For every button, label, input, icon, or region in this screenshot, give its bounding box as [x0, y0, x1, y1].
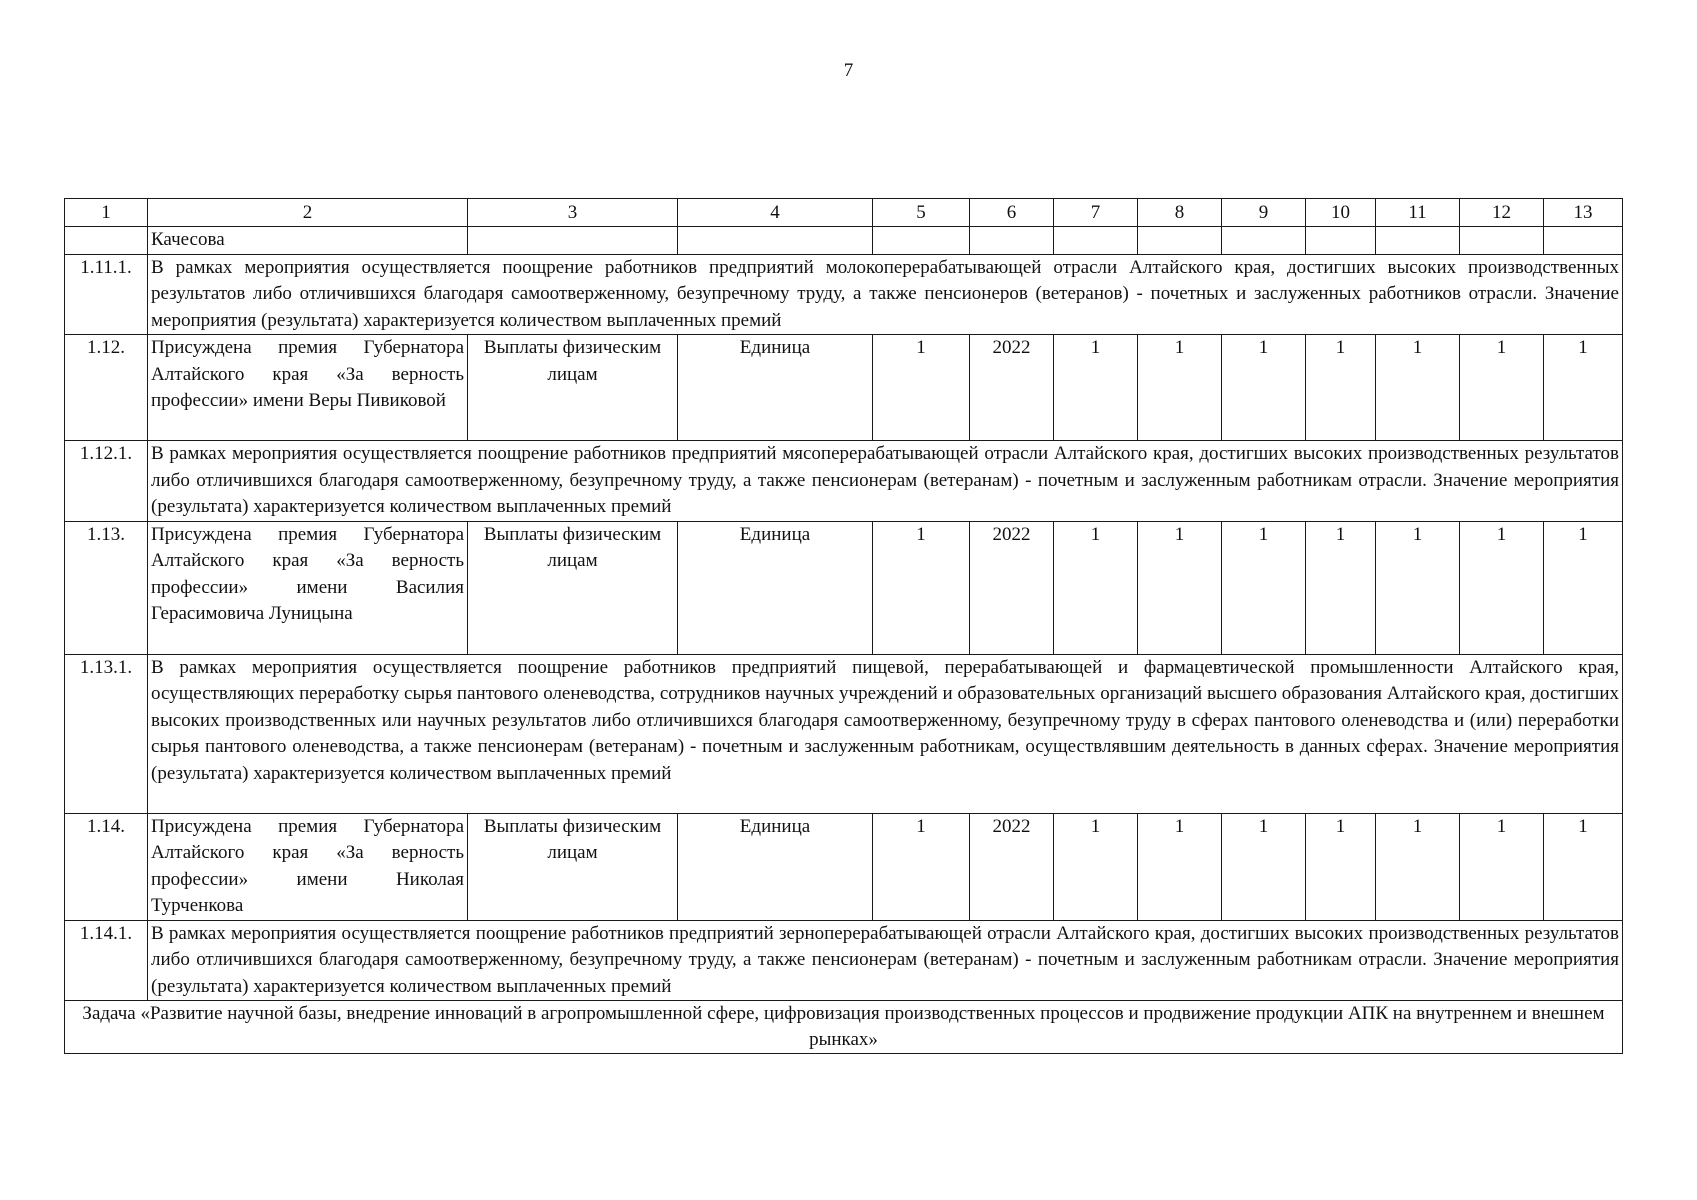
value-cell: 1 — [1222, 813, 1306, 920]
description-text: В рамках мероприятия осуществляется поощрение работников предприятий мясоперерабатывающей отрасли Алтайского края, достигших высоких производственных результатов либо отличившихся благодаря самоотверженному, безупречному труду, а также пенсионерам (ветеранам) - почетным и заслуженным работникам отрасли. Значение мероприятия (результата) характеризуется количеством выплаченных премий — [148, 441, 1623, 522]
value-cell: 1 — [1222, 335, 1306, 441]
column-number: 3 — [468, 199, 678, 227]
row-number: 1.11.1. — [65, 254, 148, 335]
result-type: Выплаты физическим лицам — [468, 813, 678, 920]
row-number: 1.12.1. — [65, 441, 148, 522]
description-text: В рамках мероприятия осуществляется поощрение работников предприятий молокоперерабатывающей отрасли Алтайского края, достигших высоких производственных результатов либо отличившихся благодаря самоотверженному, безупречному труду, а также пенсионеров (ветеранов) - почетных и заслуженных работников отрасли. Значение мероприятия (результата) характеризуется количеством выплаченных премий — [148, 254, 1623, 335]
value-cell: 1 — [1544, 335, 1623, 441]
value-cell: 1 — [873, 521, 970, 654]
continuation-row — [65, 227, 1623, 255]
value-cell: 1 — [1222, 521, 1306, 654]
unit: Единица — [678, 521, 873, 654]
empty-cell — [1306, 227, 1376, 255]
column-number: 11 — [1376, 199, 1460, 227]
empty-cell — [970, 227, 1054, 255]
value-cell: 1 — [1460, 521, 1544, 654]
page-number: 7 — [843, 60, 854, 81]
description-row — [65, 254, 1623, 335]
column-number: 10 — [1306, 199, 1376, 227]
description-text: В рамках мероприятия осуществляется поощрение работников предприятий пищевой, перерабатывающей и фармацевтической промышленности Алтайского края, осуществляющих переработку сырья пантового оленеводства, сотрудников научных учреждений и образовательных организаций высшего образования Алтайского края, достигших высоких производственных или научных результатов либо отличившихся благодаря самоотверженному, безупречному труду в сферах пантового оленеводства и (или) переработки сырья пантового оленеводства, а также пенсионерам (ветеранам) - почетным и заслуженным работникам, осуществлявшим деятельность в данных сферах. Значение мероприятия (результата) характеризуется количеством выплаченных премий — [148, 654, 1623, 813]
column-number: 9 — [1222, 199, 1306, 227]
empty-cell — [1138, 227, 1222, 255]
year-cell: 2022 — [970, 521, 1054, 654]
column-number: 8 — [1138, 199, 1222, 227]
value-cell: 1 — [873, 813, 970, 920]
empty-cell — [873, 227, 970, 255]
column-number: 2 — [148, 199, 468, 227]
value-cell: 1 — [1138, 521, 1222, 654]
row-number: 1.12. — [65, 335, 148, 441]
column-number: 13 — [1544, 199, 1623, 227]
empty-cell — [1054, 227, 1138, 255]
task-heading: Задача «Развитие научной базы, внедрение инноваций в агропромышленной сфере, цифровизация производственных процессов и продвижение продукции АПК на внутреннем и внешнем рынках» — [65, 1001, 1623, 1054]
award-row — [65, 813, 1623, 920]
description-row — [65, 654, 1623, 813]
value-cell: 1 — [1544, 813, 1623, 920]
value-cell: 1 — [873, 335, 970, 441]
column-number: 5 — [873, 199, 970, 227]
empty-cell — [1544, 227, 1623, 255]
value-cell: 1 — [1138, 813, 1222, 920]
value-cell: 1 — [1054, 813, 1138, 920]
row-number — [65, 227, 148, 255]
unit: Единица — [678, 335, 873, 441]
column-number: 1 — [65, 199, 148, 227]
row-number: 1.13.1. — [65, 654, 148, 813]
column-number-row — [65, 199, 1623, 227]
empty-cell — [1460, 227, 1544, 255]
value-cell: 1 — [1376, 521, 1460, 654]
description-text: В рамках мероприятия осуществляется поощрение работников предприятий зерноперерабатывающей отрасли Алтайского края, достигших высоких производственных результатов либо отличившихся благодаря самоотверженному, безупречному труду, а также пенсионерам (ветеранам) - почетным и заслуженным работникам отрасли. Значение мероприятия (результата) характеризуется количеством выплаченных премий — [148, 920, 1623, 1001]
indicator-name: Качесова — [148, 227, 468, 255]
year-cell: 2022 — [970, 813, 1054, 920]
empty-cell — [1222, 227, 1306, 255]
column-number: 6 — [970, 199, 1054, 227]
row-number: 1.14. — [65, 813, 148, 920]
value-cell: 1 — [1306, 335, 1376, 441]
row-number: 1.13. — [65, 521, 148, 654]
indicator-name: Присуждена премия Губернатора Алтайского края «За верность профессии» имени Василия Герасимовича Луницына — [148, 521, 468, 654]
value-cell: 1 — [1306, 813, 1376, 920]
description-row — [65, 441, 1623, 522]
value-cell: 1 — [1054, 521, 1138, 654]
result-type: Выплаты физическим лицам — [468, 335, 678, 441]
empty-cell — [678, 227, 873, 255]
empty-cell — [468, 227, 678, 255]
value-cell: 1 — [1054, 335, 1138, 441]
value-cell: 1 — [1306, 521, 1376, 654]
column-number: 7 — [1054, 199, 1138, 227]
value-cell: 1 — [1376, 813, 1460, 920]
empty-cell — [1376, 227, 1460, 255]
unit: Единица — [678, 813, 873, 920]
value-cell: 1 — [1376, 335, 1460, 441]
indicators-table — [64, 198, 1623, 1054]
year-cell: 2022 — [970, 335, 1054, 441]
task-row — [65, 1001, 1623, 1054]
award-row — [65, 335, 1623, 441]
result-type: Выплаты физическим лицам — [468, 521, 678, 654]
value-cell: 1 — [1544, 521, 1623, 654]
description-row — [65, 920, 1623, 1001]
indicator-name: Присуждена премия Губернатора Алтайского края «За верность профессии» имени Николая Турченкова — [148, 813, 468, 920]
row-number: 1.14.1. — [65, 920, 148, 1001]
column-number: 12 — [1460, 199, 1544, 227]
value-cell: 1 — [1138, 335, 1222, 441]
value-cell: 1 — [1460, 335, 1544, 441]
column-number: 4 — [678, 199, 873, 227]
indicator-name: Присуждена премия Губернатора Алтайского края «За верность профессии» имени Веры Пивиковой — [148, 335, 468, 441]
award-row — [65, 521, 1623, 654]
value-cell: 1 — [1460, 813, 1544, 920]
